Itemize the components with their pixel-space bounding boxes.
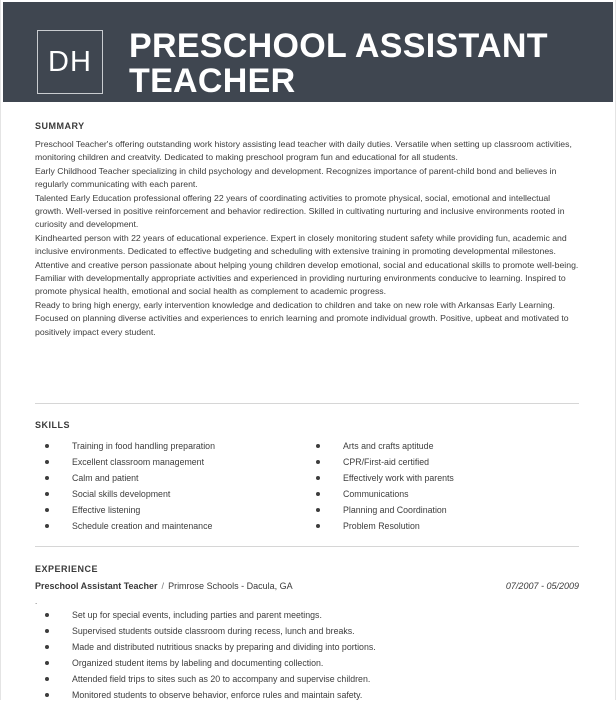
bullet-icon <box>45 629 49 633</box>
skill-item: Schedule creation and maintenance <box>35 518 305 534</box>
bullet-icon <box>45 677 49 681</box>
skill-item: Communications <box>306 486 579 502</box>
bullet-icon <box>45 444 49 448</box>
summary-paragraph: Preschool Teacher's offering outstanding work history assisting lead teacher with daily duties. Versatile when setting up classroom activities, monitoring children and creatvity. Dedicated to making preschool program fun and educational for all students. <box>35 139 572 163</box>
summary-heading: SUMMARY <box>35 121 85 131</box>
skill-item: Problem Resolution <box>306 518 579 534</box>
job-bullet: Organized student items by labeling and documenting collection. <box>35 655 579 671</box>
summary-paragraph: Attentive and creative person passionate about helping young children develop emotional, social and educational skills to promote well-being. Familiar with developmentally appropriate activities and experienced in providing nurturing environments conducive to learning. Inspired to promote physical health, emotional and social health as complement to academic progress. <box>35 259 579 297</box>
bullet-icon <box>45 508 49 512</box>
title-line-1: PRESCHOOL ASSISTANT <box>129 27 548 65</box>
bullet-icon <box>45 645 49 649</box>
job-employer: Primrose Schools - Dacula, GA <box>168 581 293 591</box>
skill-item: Training in food handling preparation <box>35 438 305 454</box>
bullet-icon <box>316 476 320 480</box>
bullet-icon <box>45 460 49 464</box>
job-bullet: Made and distributed nutritious snacks by preparing and dividing into portions. <box>35 639 579 655</box>
lead-mark: . <box>35 597 38 606</box>
job-header <box>35 581 579 595</box>
section-divider <box>35 403 579 404</box>
job-title: Preschool Assistant Teacher <box>35 581 158 591</box>
skill-item: Arts and crafts aptitude <box>306 438 579 454</box>
monogram-badge: DH <box>37 30 103 94</box>
bullet-icon <box>45 492 49 496</box>
bullet-icon <box>316 460 320 464</box>
skill-item: Calm and patient <box>35 470 305 486</box>
job-bullet: Monitored students to observe behavior, enforce rules and maintain safety. <box>35 687 579 703</box>
bullet-icon <box>45 693 49 697</box>
summary-paragraph: Early Childhood Teacher specializing in child psychology and development. Recognizes importance of parent-child bond and believes in regularly communicating with each parent. <box>35 165 557 190</box>
job-dates: 07/2007 - 05/2009 <box>505 581 579 591</box>
bullet-icon <box>316 492 320 496</box>
skill-item: Effectively work with parents <box>306 470 579 486</box>
bullet-icon <box>45 613 49 617</box>
candidate-title <box>129 29 599 99</box>
skill-item: Effective listening <box>35 502 305 518</box>
skills-left-column <box>35 438 305 534</box>
summary-text <box>35 138 579 339</box>
skills-heading: SKILLS <box>35 420 71 430</box>
section-divider <box>35 546 579 547</box>
skill-item: Planning and Coordination <box>306 502 579 518</box>
bullet-icon <box>45 661 49 665</box>
job-bullet: Set up for special events, including parties and parent meetings. <box>35 607 579 623</box>
job-bullets <box>35 607 579 703</box>
summary-paragraph: Talented Early Education professional offering 22 years of coordinating activities to promote physical, social, emotional and intellectual growth. Well-versed in positive reinforcement and behavior redirection. Skilled in cultivating nurturing and inclusive environments rooted in curiosity and development. <box>35 192 565 230</box>
skill-item: Social skills development <box>35 486 305 502</box>
bullet-icon <box>316 524 320 528</box>
job-bullet: Supervised students outside classroom during recess, lunch and breaks. <box>35 623 579 639</box>
experience-section <box>35 564 579 703</box>
skills-section <box>35 420 579 540</box>
resume-header <box>3 2 613 102</box>
job-bullet: Attended field trips to sites such as 20 to accompany and supervise children. <box>35 671 579 687</box>
title-line-2: TEACHER <box>129 62 296 100</box>
experience-heading: EXPERIENCE <box>35 564 99 574</box>
skills-right-column <box>306 438 579 534</box>
summary-paragraph: Kindhearted person with 22 years of educational experience. Expert in closely monitoring student safety while providing fun, academic and inclusive environments. Dedicated to effective budgeting and scheduling with extensive training in promoting developmental milestones. <box>35 232 567 257</box>
bullet-icon <box>45 524 49 528</box>
skill-item: Excellent classroom management <box>35 454 305 470</box>
summary-paragraph: Ready to bring high energy, early intervention knowledge and dedication to children and take on new role with Arkansas Early Learning. Focused on planning diverse activities and experiences to enrich learning and promote individual growth. Positive, upbeat and motivated to positively impact every student. <box>35 299 569 337</box>
bullet-icon <box>316 508 320 512</box>
summary-section <box>35 121 579 339</box>
job-separator: / <box>161 581 165 591</box>
skill-item: CPR/First-aid certified <box>306 454 579 470</box>
bullet-icon <box>45 476 49 480</box>
bullet-icon <box>316 444 320 448</box>
